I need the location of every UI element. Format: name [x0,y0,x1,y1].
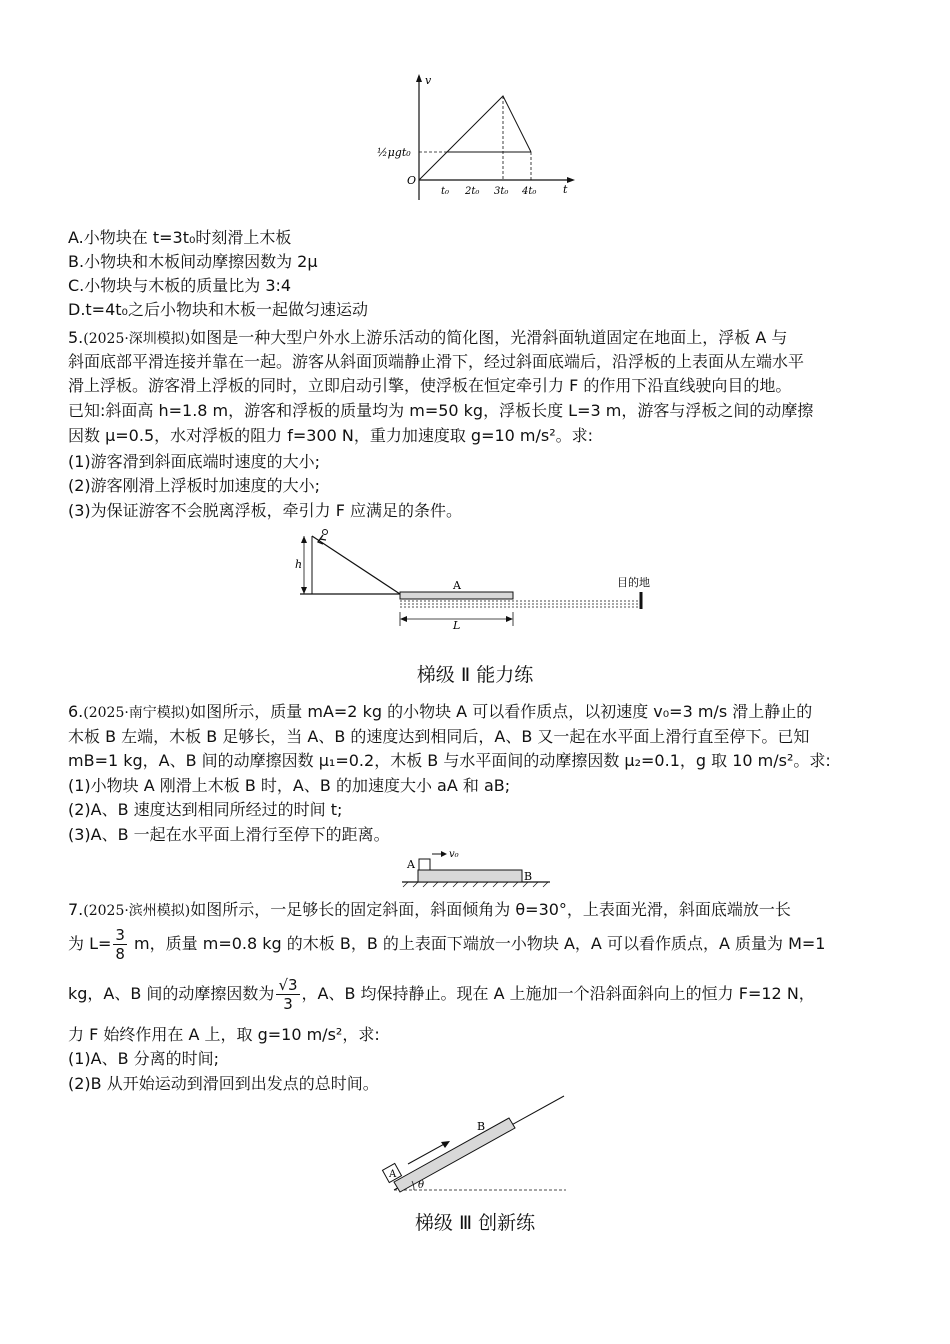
origin-label: O [407,174,417,187]
q5-figure [290,528,660,634]
destination-label: 目的地 [617,576,650,589]
length-fraction: $\frac{3}{8}$ [115,926,125,963]
option-d: D.t=4t₀之后小物块和木板一起做匀速运动 [68,300,368,319]
board-a-label: A [453,579,461,592]
y-value-label: ½μgt₀ [377,146,411,159]
q5-question-3: (3)为保证游客不会脱离浮板，牵引力 F 应满足的条件。 [68,501,463,520]
block-a-label: A [407,858,415,871]
incline-block-a-label: A [389,1169,397,1180]
option-b: B.小物块和木板间动摩擦因数为 2μ [68,252,318,271]
q6-source: (2025·南宁模拟) [83,705,191,721]
q7-line-1: 7.(2025·滨州模拟)如图所示，一足够长的固定斜面，斜面倾角为 θ=30°，上表面光滑，斜面底端放一长 [68,900,791,919]
q5-line-3: 滑上浮板。游客滑上浮板的同时，立即启动引擎，使浮板在恒定牵引力 F 的作用下沿直线驶向目的地。 [68,376,792,395]
q5-line-4: 已知:斜面高 h=1.8 m，游客和浮板的质量均为 m=50 kg，浮板长度 L=3 m，游客与浮板之间的动摩擦 [68,401,814,420]
velocity-label: v₀ [449,849,459,860]
tick-t0: t₀ [441,186,450,197]
q7-source: (2025·滨州模拟) [83,903,191,919]
tick-4t0: 4t₀ [522,186,537,197]
q6-line-1: 6.(2025·南宁模拟)如图所示，质量 mA=2 kg 的小物块 A 可以看作质点，以初速度 v₀=3 m/s 滑上静止的 [68,702,813,721]
q7-figure [380,1092,570,1196]
q7-question-1: (1)A、B 分离的时间; [68,1049,220,1068]
vt-graph-figure [375,72,585,204]
velocity-arrow-icon [441,851,447,857]
block-a [419,859,430,870]
q5-question-2: (2)游客刚滑上浮板时加速度的大小; [68,476,321,495]
q5-question-1: (1)游客滑到斜面底端时速度的大小; [68,452,321,471]
option-a: A.小物块在 t=3t₀时刻滑上木板 [68,228,292,247]
q6-line-2: 木板 B 左端，木板 B 足够长，当 A、B 的速度达到相同后，A、B 又一起在水平面上滑行直至停下。已知 [68,727,810,746]
v-axis-label: v [425,74,432,87]
board-b-label: B [524,870,533,883]
q6-question-2: (2)A、B 速度达到相同所经过的时间 t; [68,800,343,819]
mu-fraction: $\frac{√3}{3}$ [278,976,298,1013]
float-board-a [400,592,513,599]
theta-label: θ [418,1180,425,1191]
length-label: L [453,619,461,632]
q5-line-1: 5.(2025·深圳模拟)如图是一种大型户外水上游乐活动的简化图，光滑斜面轨道固定在地面上，浮板 A 与 [68,328,788,347]
board-b [418,870,522,882]
person-icon [318,530,328,545]
q7-line-2: 为 L= $\frac{3}{8}$ m，质量 m=0.8 kg 的木板 B，B 的上表面下端放一小物块 A，A 可以看作质点，A 质量为 M=1 [68,926,826,963]
q6-line-3: mB=1 kg，A、B 间的动摩擦因数 μ₁=0.2，木板 B 与水平面间的动摩擦因数 μ₂=0.1，g 取 10 m/s²。求: [68,751,831,770]
q6-question-3: (3)A、B 一起在水平面上滑行至停下的距离。 [68,825,390,844]
q5-line-5: 因数 μ=0.5，水对浮板的阻力 f=300 N，重力加速度取 g=10 m/s²。求: [68,426,594,445]
q7-line-4: 力 F 始终作用在 A 上，取 g=10 m/s²，求: [68,1025,380,1044]
slope-line [312,536,400,594]
vt-line [419,96,531,180]
incline-board-b [394,1118,515,1192]
q5-line-2: 斜面底部平滑连接并靠在一起。游客从斜面顶端静止滑下，经过斜面底端后，沿浮板的上表面从左端水平 [68,352,805,371]
q7-line-3: kg，A、B 间的动摩擦因数为 $\frac{√3}{3}$ ，A、B 均保持静止。现在 A 上施加一个沿斜面斜向上的恒力 F=12 N， [68,976,815,1013]
option-c: C.小物块与木板的质量比为 3:4 [68,276,292,295]
q7-question-2: (2)B 从开始运动到滑回到出发点的总时间。 [68,1074,379,1093]
level-2-heading: 梯级 Ⅱ 能力练 [416,664,534,686]
q6-question-1: (1)小物块 A 刚滑上木板 B 时，A、B 的加速度大小 aA 和 aB; [68,776,511,795]
level-3-heading: 梯级 Ⅲ 创新练 [414,1212,536,1234]
height-label: h [295,558,303,571]
q5-source: (2025·深圳模拟) [83,331,191,347]
q6-figure [400,846,552,888]
tick-2t0: 2t₀ [465,186,480,197]
incline-board-b-label: B [477,1120,486,1133]
t-axis-label: t [563,183,568,196]
tick-3t0: 3t₀ [494,186,509,197]
